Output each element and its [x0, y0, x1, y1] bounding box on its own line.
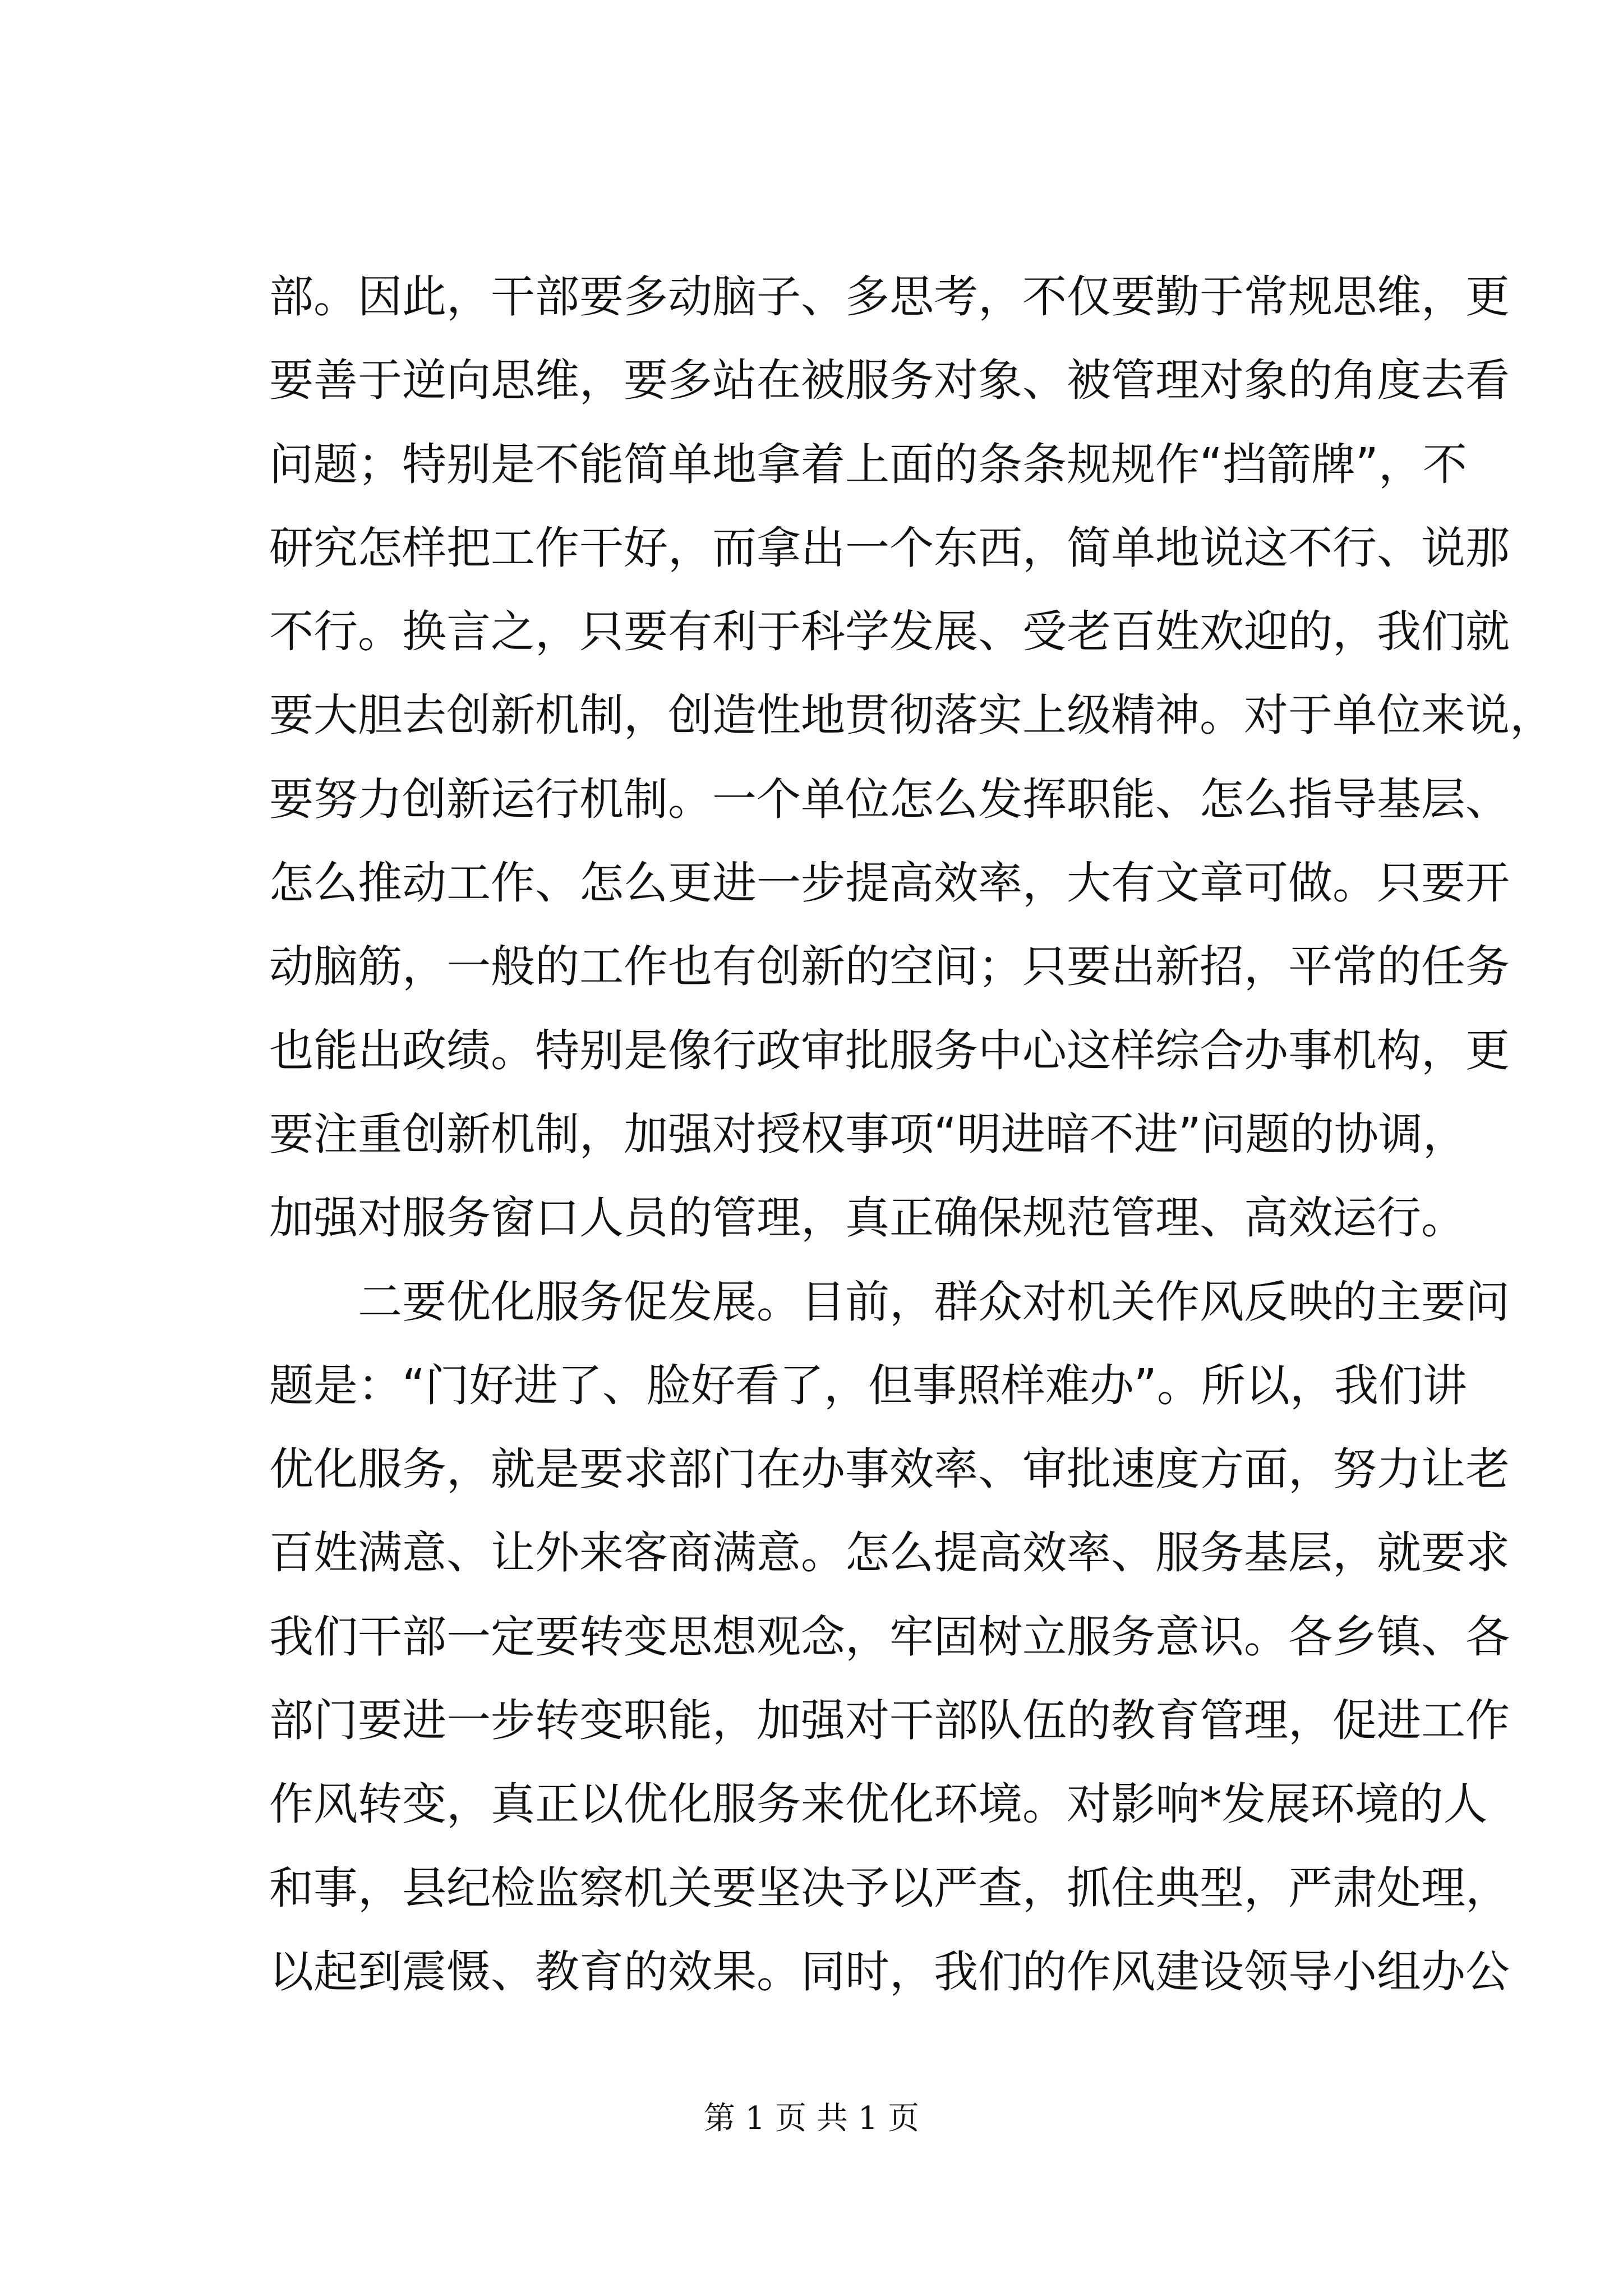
text-line: 二要优化服务促发展。目前，群众对机关作风反映的主要问 — [358, 1276, 1510, 1328]
text-line: 作风转变，真正以优化服务来优化环境。对影响*发展环境的人 — [269, 1778, 1488, 1830]
text-line: 部。因此，干部要多动脑子、多思考，不仅要勤于常规思维，更 — [269, 271, 1510, 323]
paragraph-2 — [269, 1260, 1510, 2014]
text-line: 研究怎样把工作干好，而拿出一个东西，简单地说这不行、说那 — [269, 522, 1510, 574]
text-line: 百姓满意、让外来客商满意。怎么提高效率、服务基层，就要求 — [269, 1527, 1510, 1579]
text-line: 要善于逆向思维，要多站在被服务对象、被管理对象的角度去看 — [269, 355, 1510, 407]
text-line: 以起到震慑、教育的效果。同时，我们的作风建设领导小组办公 — [269, 1945, 1510, 1998]
document-body — [269, 255, 1554, 2014]
text-line: 要努力创新运行机制。一个单位怎么发挥职能、怎么指导基层、 — [269, 773, 1510, 825]
text-line: 部门要进一步转变职能，加强对干部队伍的教育管理，促进工作 — [269, 1695, 1510, 1747]
text-line: 问题；特别是不能简单地拿着上面的条条规规作“挡箭牌”，不 — [269, 438, 1467, 490]
paragraph-1 — [269, 255, 1554, 1260]
text-line: 题是：“门好进了、脸好看了，但事照样难办”。所以，我们讲 — [269, 1359, 1467, 1411]
text-line: 要注重创新机制，加强对授权事项“明进暗不进”问题的协调， — [269, 1108, 1467, 1160]
text-line: 和事，县纪检监察机关要坚决予以严查，抓住典型，严肃处理， — [269, 1862, 1510, 1914]
page-footer — [0, 2093, 1623, 2138]
text-line: 优化服务，就是要求部门在办事效率、审批速度方面，努力让老 — [269, 1443, 1510, 1496]
text-line: 要大胆去创新机制，创造性地贯彻落实上级精神。对于单位来说， — [269, 689, 1554, 742]
text-line: 动脑筋，一般的工作也有创新的空间；只要出新招，平常的任务 — [269, 941, 1510, 993]
text-line: 也能出政绩。特别是像行政审批服务中心这样综合办事机构，更 — [269, 1024, 1510, 1076]
page-indicator: 第 1 页 共 1 页 — [703, 2100, 920, 2137]
text-line: 怎么推动工作、怎么更进一步提高效率，大有文章可做。只要开 — [269, 857, 1510, 909]
text-line: 加强对服务窗口人员的管理，真正确保规范管理、高效运行。 — [269, 1192, 1465, 1244]
text-line: 不行。换言之，只要有利于科学发展、受老百姓欢迎的，我们就 — [269, 606, 1510, 658]
text-line: 我们干部一定要转变思想观念，牢固树立服务意识。各乡镇、各 — [269, 1611, 1510, 1663]
